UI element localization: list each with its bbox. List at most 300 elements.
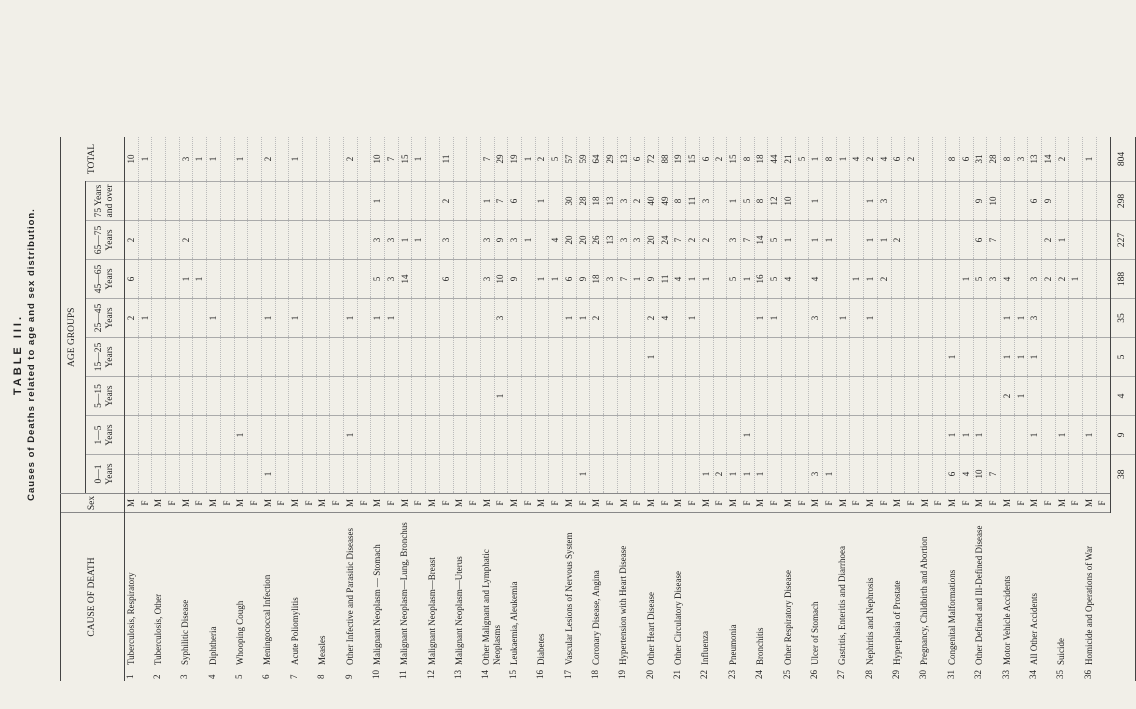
age-count-cell [1014, 182, 1028, 221]
age-count-cell: 7 [617, 260, 631, 299]
row-total-cell [426, 137, 440, 182]
cause-name: Other Infective and Parasitic Diseases [344, 528, 355, 665]
age-count-cell [261, 182, 275, 221]
age-count-cell [412, 416, 426, 455]
row-total-cell: 7 [385, 137, 399, 182]
sex-cell: M [480, 494, 494, 513]
age-count-cell: 1 [740, 260, 754, 299]
sex-cell: F [795, 494, 809, 513]
age-count-cell [563, 377, 577, 416]
age-count-cell [932, 221, 946, 260]
age-count-cell: 5 [768, 221, 782, 260]
age-count-cell [316, 299, 330, 338]
age-count-cell: 1 [576, 455, 590, 494]
age-count-cell [713, 338, 727, 377]
age-count-cell [152, 299, 166, 338]
table-row [453, 137, 467, 681]
cause-name: Suicide [1056, 638, 1067, 665]
age-count-cell [412, 299, 426, 338]
age-count-cell [549, 182, 563, 221]
age-count-cell [864, 377, 878, 416]
table-row [1028, 137, 1042, 681]
age-count-cell [768, 377, 782, 416]
age-count-cell [330, 416, 344, 455]
age-count-cell [576, 416, 590, 455]
cause-name: Hyperplasia of Prostate [892, 580, 902, 665]
age-count-cell [193, 182, 207, 221]
age-count-cell: 1 [494, 377, 508, 416]
age-count-cell: 1 [686, 299, 700, 338]
sex-cell: M [1083, 494, 1097, 513]
age-count-cell [166, 221, 180, 260]
age-count-cell: 1 [740, 455, 754, 494]
row-total-cell: 44 [768, 137, 782, 182]
table-row [672, 137, 686, 681]
age-count-cell: 4 [549, 221, 563, 260]
table-row [152, 137, 166, 681]
row-total-cell: 8 [740, 137, 754, 182]
age-count-cell: 7 [672, 221, 686, 260]
sex-cell: F [850, 494, 864, 513]
age-count-cell [549, 416, 563, 455]
age-count-cell [357, 182, 371, 221]
age-count-cell [987, 377, 1001, 416]
age-count-cell [453, 455, 467, 494]
age-count-cell [1055, 182, 1069, 221]
age-count-cell [672, 338, 686, 377]
age-count-cell [220, 182, 234, 221]
age-count-cell [905, 221, 919, 260]
age-count-cell [261, 377, 275, 416]
age-count-cell [166, 338, 180, 377]
age-count-cell [234, 221, 248, 260]
age-count-cell: 7 [740, 221, 754, 260]
age-count-cell [439, 338, 453, 377]
cause-number: 24 [754, 670, 765, 679]
age-group-header: 25—45 Years [86, 299, 125, 338]
row-total-cell: 6 [631, 137, 645, 182]
cause-name: Malignant Neoplasm — Stomach [371, 544, 382, 665]
sex-cell: F [686, 494, 700, 513]
age-count-cell [480, 377, 494, 416]
age-count-cell: 6 [125, 260, 139, 299]
age-count-cell [316, 182, 330, 221]
age-count-cell [604, 299, 618, 338]
age-count-cell [207, 455, 221, 494]
cause-number: 22 [699, 670, 710, 679]
age-count-cell [631, 299, 645, 338]
age-count-cell [535, 221, 549, 260]
age-group-header: 0—1 Years [86, 455, 125, 494]
cause-number: 36 [1082, 670, 1093, 679]
row-total-cell: 1 [809, 137, 823, 182]
table-row [617, 137, 631, 681]
age-count-cell: 2 [645, 299, 659, 338]
sex-cell: M [535, 494, 549, 513]
cause-name: Syphilitic Disease [180, 599, 191, 665]
age-count-cell [905, 455, 919, 494]
age-count-cell [1014, 260, 1028, 299]
sex-cell: M [1055, 494, 1069, 513]
age-count-cell [193, 299, 207, 338]
age-count-cell [918, 299, 932, 338]
age-count-cell [248, 221, 262, 260]
age-count-cell [1055, 455, 1069, 494]
age-count-cell: 1 [754, 299, 768, 338]
age-count-cell [740, 338, 754, 377]
age-count-cell [494, 455, 508, 494]
age-count-cell [220, 416, 234, 455]
age-count-cell [193, 221, 207, 260]
age-count-cell: 1 [261, 299, 275, 338]
age-count-cell [152, 338, 166, 377]
age-count-cell [467, 221, 481, 260]
age-count-cell [316, 338, 330, 377]
age-count-cell: 5 [973, 260, 987, 299]
age-count-cell [234, 182, 248, 221]
cause-number: 25 [781, 670, 792, 679]
age-count-cell: 1 [1069, 260, 1083, 299]
row-total-cell: 59 [576, 137, 590, 182]
age-count-cell [973, 299, 987, 338]
age-count-cell [261, 260, 275, 299]
age-count-cell [330, 455, 344, 494]
age-count-cell: 1 [864, 260, 878, 299]
age-count-cell: 5 [371, 260, 385, 299]
age-count-cell: 1 [138, 299, 152, 338]
age-count-cell [371, 455, 385, 494]
age-count-cell [740, 299, 754, 338]
age-count-cell [302, 338, 316, 377]
age-count-cell [658, 455, 672, 494]
age-count-cell [1083, 299, 1097, 338]
age-count-cell [179, 416, 193, 455]
age-count-cell: 4 [959, 455, 973, 494]
age-count-cell [275, 221, 289, 260]
sex-cell: M [645, 494, 659, 513]
age-group-header: 1—5 Years [86, 416, 125, 455]
age-group-header: 5—15 Years [86, 377, 125, 416]
age-count-cell [672, 299, 686, 338]
sex-cell: M [809, 494, 823, 513]
age-count-cell [782, 455, 796, 494]
age-count-cell [973, 377, 987, 416]
sex-cell: M [152, 494, 166, 513]
age-count-cell [877, 299, 891, 338]
age-count-cell [344, 377, 358, 416]
age-count-cell: 4 [658, 299, 672, 338]
sex-cell: M [672, 494, 686, 513]
age-count-cell [699, 416, 713, 455]
age-count-cell [658, 338, 672, 377]
age-count-cell [289, 416, 303, 455]
age-count-cell [823, 416, 837, 455]
sex-cell: M [508, 494, 522, 513]
row-total-cell: 5 [795, 137, 809, 182]
age-count-cell: 1 [1083, 416, 1097, 455]
row-total-cell: 15 [398, 137, 412, 182]
sex-cell: F [521, 494, 535, 513]
sex-cell: F [1042, 494, 1056, 513]
table-row [864, 137, 878, 681]
age-count-cell [795, 260, 809, 299]
age-count-cell: 1 [809, 221, 823, 260]
age-count-cell [426, 221, 440, 260]
age-count-cell [823, 377, 837, 416]
cause-number: 7 [288, 674, 299, 679]
cause-name: Other Malignant and Lymphatic Neoplasms [481, 549, 503, 665]
age-count-cell [932, 299, 946, 338]
age-count-cell: 10 [987, 182, 1001, 221]
age-count-cell [138, 377, 152, 416]
age-count-cell [179, 182, 193, 221]
age-count-cell [959, 182, 973, 221]
sex-cell: F [494, 494, 508, 513]
age-count-cell [1096, 338, 1110, 377]
cause-number: 4 [206, 674, 217, 679]
age-count-cell [604, 338, 618, 377]
age-count-cell: 1 [549, 260, 563, 299]
cause-name: Malignant Neoplasm—Lung, Bronchus [399, 522, 410, 665]
row-total-cell: 2 [1055, 137, 1069, 182]
age-count-cell [426, 299, 440, 338]
age-count-cell: 1 [412, 221, 426, 260]
age-count-cell [946, 299, 960, 338]
age-count-cell: 1 [699, 260, 713, 299]
sex-cell: F [357, 494, 371, 513]
age-count-cell [1014, 221, 1028, 260]
age-count-cell [152, 416, 166, 455]
age-count-cell [357, 221, 371, 260]
age-count-cell [289, 455, 303, 494]
age-count-cell [699, 338, 713, 377]
table-row [316, 137, 330, 681]
age-count-cell [836, 260, 850, 299]
table-row [973, 137, 987, 681]
table-row [508, 137, 522, 681]
sex-cell: M [344, 494, 358, 513]
cause-name: Influenza [700, 631, 711, 665]
cause-name: Homicide and Operations of War [1083, 545, 1094, 665]
row-total-cell [1069, 137, 1083, 182]
age-count-cell [275, 299, 289, 338]
cause-number: 10 [370, 670, 381, 679]
sex-cell: F [138, 494, 152, 513]
age-count-cell [918, 182, 932, 221]
row-total-cell [220, 137, 234, 182]
row-total-cell: 5 [549, 137, 563, 182]
age-count-cell [823, 338, 837, 377]
cause-number: 23 [726, 670, 737, 679]
cause-name: Measles [317, 635, 328, 665]
age-count-cell [795, 455, 809, 494]
age-count-cell: 1 [385, 299, 399, 338]
age-count-cell: 4 [1001, 260, 1015, 299]
age-count-cell: 1 [344, 416, 358, 455]
age-count-cell [179, 299, 193, 338]
age-count-cell [1096, 260, 1110, 299]
age-count-cell: 18 [590, 260, 604, 299]
age-count-cell [125, 455, 139, 494]
age-count-cell [330, 338, 344, 377]
age-count-cell [1096, 182, 1110, 221]
age-count-cell [549, 455, 563, 494]
age-count-cell [207, 416, 221, 455]
age-count-cell [207, 182, 221, 221]
age-count-cell: 9 [576, 260, 590, 299]
age-count-cell [467, 182, 481, 221]
sex-cell: M [563, 494, 577, 513]
age-count-cell [918, 416, 932, 455]
age-count-cell [521, 455, 535, 494]
age-count-cell [604, 455, 618, 494]
age-count-cell: 1 [521, 221, 535, 260]
age-count-cell: 4 [782, 260, 796, 299]
age-count-cell: 1 [946, 416, 960, 455]
cause-number: 13 [453, 670, 463, 679]
age-count-cell [836, 182, 850, 221]
age-count-cell [1042, 377, 1056, 416]
sex-cell: M [590, 494, 604, 513]
age-count-cell: 1 [1055, 416, 1069, 455]
cause-name: Other Respiratory Disease [782, 570, 793, 665]
sex-cell: F [220, 494, 234, 513]
age-count-cell [316, 455, 330, 494]
cause-name: Nephritis and Nephrosis [864, 577, 875, 665]
age-count-cell [357, 416, 371, 455]
age-count-cell [905, 377, 919, 416]
age-count-cell [302, 182, 316, 221]
age-count-cell [439, 377, 453, 416]
table-subtitle: Causes of Deaths related to age and sex distribution. [26, 208, 37, 501]
age-count-cell [220, 377, 234, 416]
sex-cell: F [987, 494, 1001, 513]
age-count-cell [795, 299, 809, 338]
row-total-cell [166, 137, 180, 182]
row-total-cell [248, 137, 262, 182]
age-count-cell [193, 455, 207, 494]
age-count-cell [398, 377, 412, 416]
age-count-cell [275, 338, 289, 377]
age-count-cell [877, 455, 891, 494]
age-count-cell [836, 455, 850, 494]
age-count-cell [1042, 338, 1056, 377]
age-count-cell: 10 [973, 455, 987, 494]
age-count-cell [302, 377, 316, 416]
age-count-cell: 1 [371, 182, 385, 221]
age-count-cell [467, 416, 481, 455]
age-count-cell [631, 416, 645, 455]
age-count-cell [193, 416, 207, 455]
age-count-cell [576, 338, 590, 377]
age-count-cell [645, 455, 659, 494]
age-count-cell [138, 260, 152, 299]
age-count-cell [590, 416, 604, 455]
age-group-header: 15—25 Years [86, 338, 125, 377]
row-total-cell: 10 [125, 137, 139, 182]
age-count-cell [782, 377, 796, 416]
age-count-cell: 2 [125, 299, 139, 338]
age-count-cell [125, 416, 139, 455]
age-count-cell [768, 455, 782, 494]
sex-cell: F [604, 494, 618, 513]
cause-number: 1 [125, 674, 135, 679]
age-count-cell [248, 455, 262, 494]
age-count-cell [795, 221, 809, 260]
age-count-cell [535, 377, 549, 416]
table-row [645, 137, 659, 681]
age-count-cell [946, 377, 960, 416]
age-count-cell [850, 416, 864, 455]
age-count-cell [261, 221, 275, 260]
age-count-cell [179, 377, 193, 416]
age-count-cell [453, 338, 467, 377]
age-count-cell [891, 260, 905, 299]
age-count-cell [727, 416, 741, 455]
age-count-cell [672, 377, 686, 416]
age-count-cell [357, 338, 371, 377]
age-count-cell [1042, 455, 1056, 494]
age-count-cell [248, 377, 262, 416]
sex-cell: F [166, 494, 180, 513]
cause-number: 16 [535, 670, 546, 679]
table-row [699, 137, 713, 681]
age-count-cell [330, 182, 344, 221]
sex-cell: M [261, 494, 275, 513]
age-count-cell: 1 [768, 299, 782, 338]
sex-header: Sex [61, 494, 125, 513]
age-count-cell [453, 221, 467, 260]
age-count-cell [905, 299, 919, 338]
age-count-cell [672, 455, 686, 494]
age-count-cell: 6 [563, 260, 577, 299]
sex-cell: F [1096, 494, 1110, 513]
cause-number: 30 [918, 670, 929, 679]
age-count-cell [713, 260, 727, 299]
age-count-cell: 1 [480, 182, 494, 221]
age-count-cell [836, 416, 850, 455]
row-total-cell: 19 [508, 137, 522, 182]
age-count-cell: 11 [686, 182, 700, 221]
age-count-cell [302, 416, 316, 455]
age-count-cell [1014, 455, 1028, 494]
age-count-cell: 3 [699, 182, 713, 221]
age-count-cell [330, 221, 344, 260]
age-count-cell [768, 338, 782, 377]
age-count-cell: 3 [439, 221, 453, 260]
row-total-cell: 64 [590, 137, 604, 182]
row-total-cell [357, 137, 371, 182]
age-count-cell [877, 377, 891, 416]
age-count-cell [508, 416, 522, 455]
age-total-cell: 9 [1110, 416, 1135, 455]
age-count-cell [836, 221, 850, 260]
cause-number: 26 [808, 670, 819, 679]
age-count-cell: 2 [699, 221, 713, 260]
age-count-cell [289, 338, 303, 377]
age-count-cell [1083, 377, 1097, 416]
age-count-cell [385, 416, 399, 455]
age-count-cell [1055, 299, 1069, 338]
age-count-cell [850, 338, 864, 377]
age-count-cell [371, 416, 385, 455]
age-count-cell [412, 260, 426, 299]
age-count-cell: 4 [672, 260, 686, 299]
sex-cell: M [234, 494, 248, 513]
age-count-cell [535, 338, 549, 377]
age-count-cell [426, 416, 440, 455]
age-count-cell [782, 299, 796, 338]
